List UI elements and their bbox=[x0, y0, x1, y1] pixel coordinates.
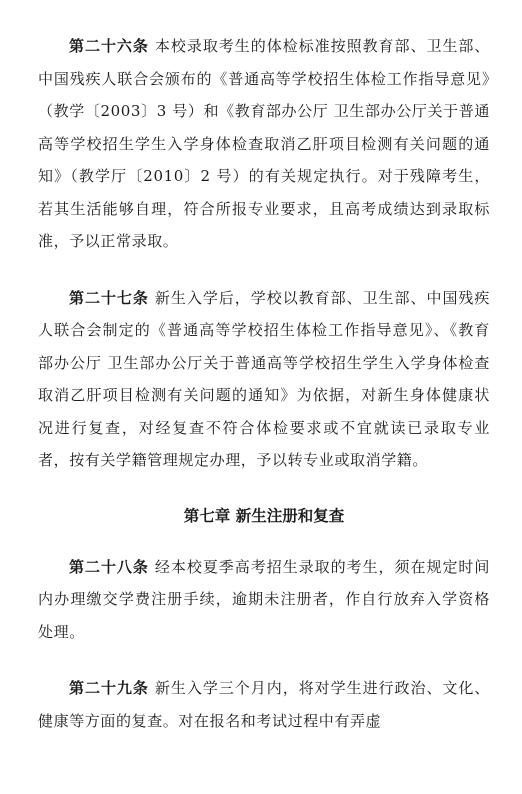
chapter-heading: 第七章 新生注册和复查 bbox=[183, 506, 345, 525]
article-text: 新生入学三个月内，将对学生进行政治、文化、健康等方面的复查。对在报名和考试过程中有弄虚 bbox=[38, 679, 490, 730]
document-page bbox=[38, 30, 490, 761]
article-number: 第二十六条 bbox=[69, 37, 149, 55]
article-text: 新生入学后，学校以教育部、卫生部、中国残疾人联合会制定的《普通高等学校招生体检工作指导意见》、《教育部办公厅 卫生部办公厅关于普通高等学校招生学生入学身体检查取消乙肝项目检测有关问题的通知》为依据，对新生身体健康状况进行复查，对经复查不符合体检要求或不宜就读已录取专业者，按有关学籍管理规定办理，予以转专业或取消学籍。 bbox=[38, 288, 490, 469]
article-number: 第二十八条 bbox=[69, 557, 149, 576]
article-number: 第二十七条 bbox=[69, 288, 149, 307]
article-29 bbox=[38, 672, 490, 737]
article-28 bbox=[38, 551, 490, 649]
article-text: 本校录取考生的体检标准按照教育部、卫生部、中国残疾人联合会颁布的《普通高等学校招生体检工作指导意见》（教学〔2003〕3 号）和《教育部办公厅 卫生部办公厅关于普通高等学校招生学生入学身体检查取消乙肝项目检测有关问题的通知》（教学厅〔2010〕2 号）的有关规定执行。对于残障考生，若其生活能够自理，符合所报专业要求，且高考成绩达到录取标准，予以正常录取。 bbox=[38, 37, 490, 250]
article-number: 第二十九条 bbox=[69, 679, 149, 697]
article-27 bbox=[38, 282, 490, 477]
article-text: 经本校夏季高考招生录取的考生，须在规定时间内办理缴交学费注册手续，逾期未注册者，作自行放弃入学资格处理。 bbox=[38, 557, 490, 641]
article-26 bbox=[38, 30, 490, 258]
